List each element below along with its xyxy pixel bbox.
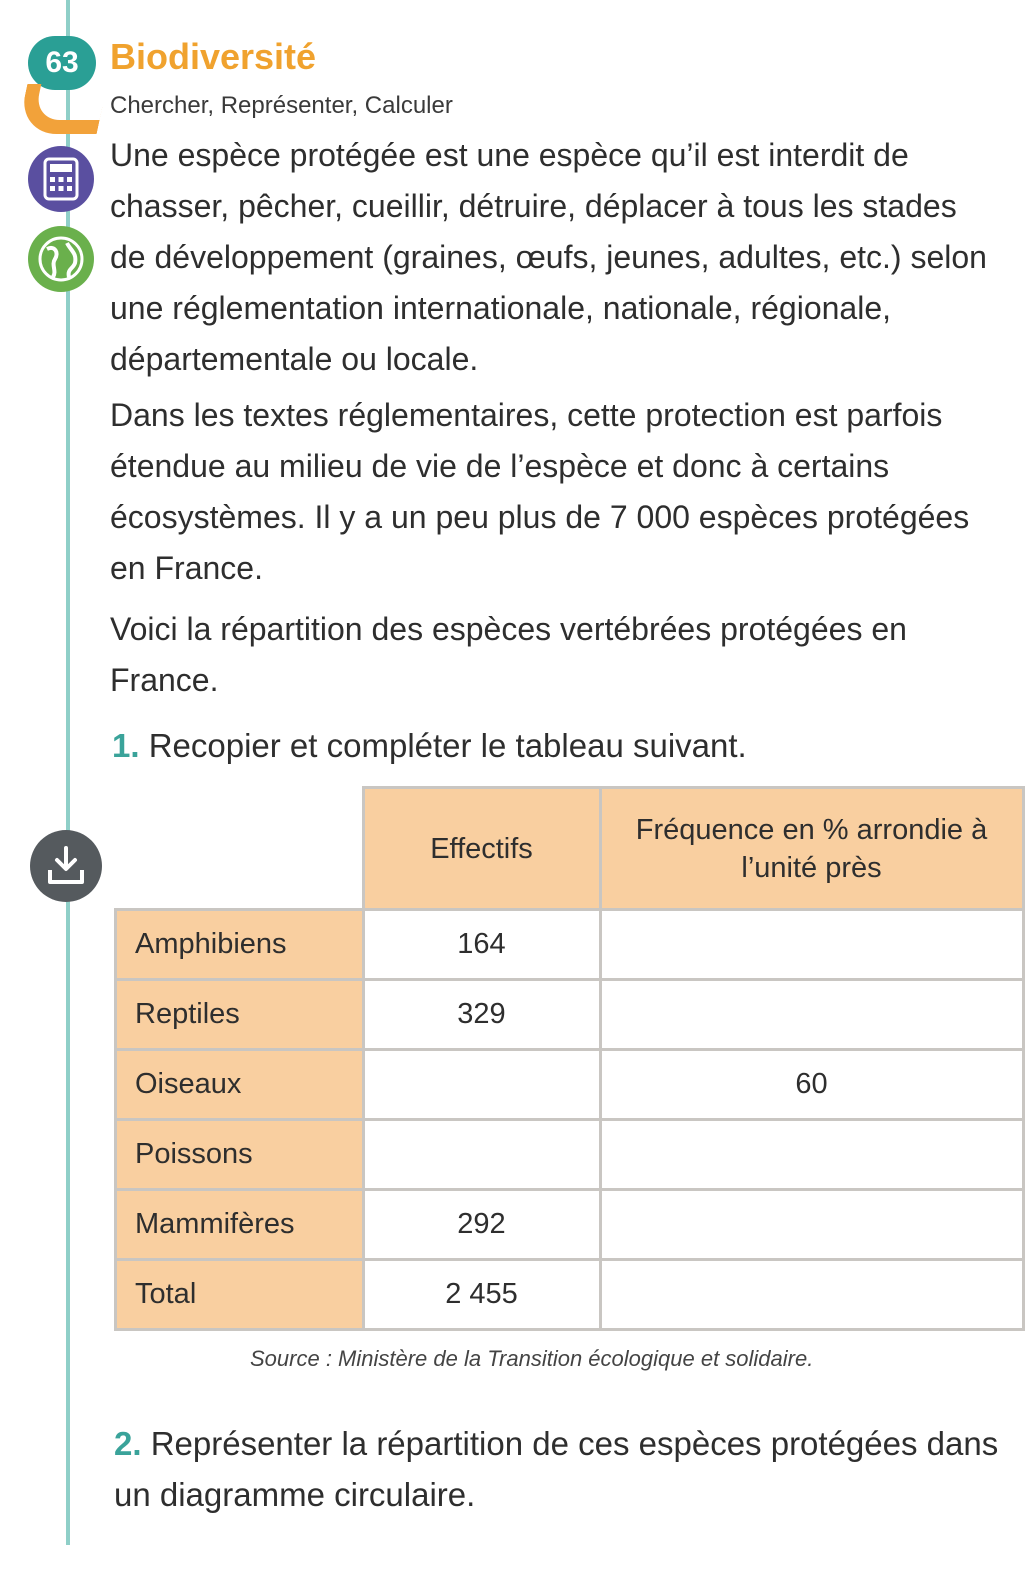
question-2 [114,1418,1004,1520]
badge-hook-decoration [17,84,108,134]
calculator-icon [28,146,94,212]
row-label: Reptiles [116,980,364,1050]
row-label: Amphibiens [116,910,364,980]
header-effectifs: Effectifs [363,788,600,910]
exercise-number-badge: 63 [28,36,96,90]
cell-effectif [363,1120,600,1190]
cell-effectif: 329 [363,980,600,1050]
paragraph-protection: Dans les textes réglementaires, cette protection est parfois étendue au milieu de vie de l’espèce et donc à certains écosystèmes. Il y a un peu plus de 7 000 espèces protégées en France. [110,397,970,586]
table-corner [116,788,364,910]
cell-frequence [600,1260,1023,1330]
cell-frequence [600,910,1023,980]
cell-frequence: 60 [600,1050,1023,1120]
table-source: Source : Ministère de la Transition écologique et solidaire. [250,1346,814,1371]
table-row [116,980,1024,1050]
cell-effectif: 292 [363,1190,600,1260]
cell-frequence [600,980,1023,1050]
cell-effectif: 164 [363,910,600,980]
row-label: Poissons [116,1120,364,1190]
frequency-table [114,786,1025,1331]
question-1-text: Recopier et compléter le tableau suivant. [148,727,747,764]
table-row [116,1050,1024,1120]
table-header-row [116,788,1024,910]
question-1 [112,720,747,771]
table-row [116,1120,1024,1190]
row-label: Oiseaux [116,1050,364,1120]
cell-effectif [363,1050,600,1120]
question-2-text: Représenter la répartition de ces espèces protégées dans un diagramme circulaire. [114,1425,999,1513]
table-row [116,910,1024,980]
cell-effectif: 2 455 [363,1260,600,1330]
cell-frequence [600,1120,1023,1190]
question-1-number: 1. [112,727,140,764]
table-row [116,1190,1024,1260]
row-label: Mammifères [116,1190,364,1260]
row-label: Total [116,1260,364,1330]
question-2-number: 2. [114,1425,142,1462]
cell-frequence [600,1190,1023,1260]
paragraph-intro-table: Voici la répartition des espèces vertébrées protégées en France. [110,611,907,698]
table-row [116,1260,1024,1330]
globe-icon [28,226,94,292]
download-icon[interactable] [30,830,102,902]
exercise-skills: Chercher, Représenter, Calculer [110,92,453,119]
header-frequence: Fréquence en % arrondie à l’unité près [600,788,1023,910]
paragraph-definition: Une espèce protégée est une espèce qu’il est interdit de chasser, pêcher, cueillir, détruire, déplacer à tous les stades de développement (graines, œufs, jeunes, adultes, etc.) selon une réglementation internationale, nationale, régionale, départementale ou locale. [110,137,987,377]
exercise-title: Biodiversité [110,36,317,77]
